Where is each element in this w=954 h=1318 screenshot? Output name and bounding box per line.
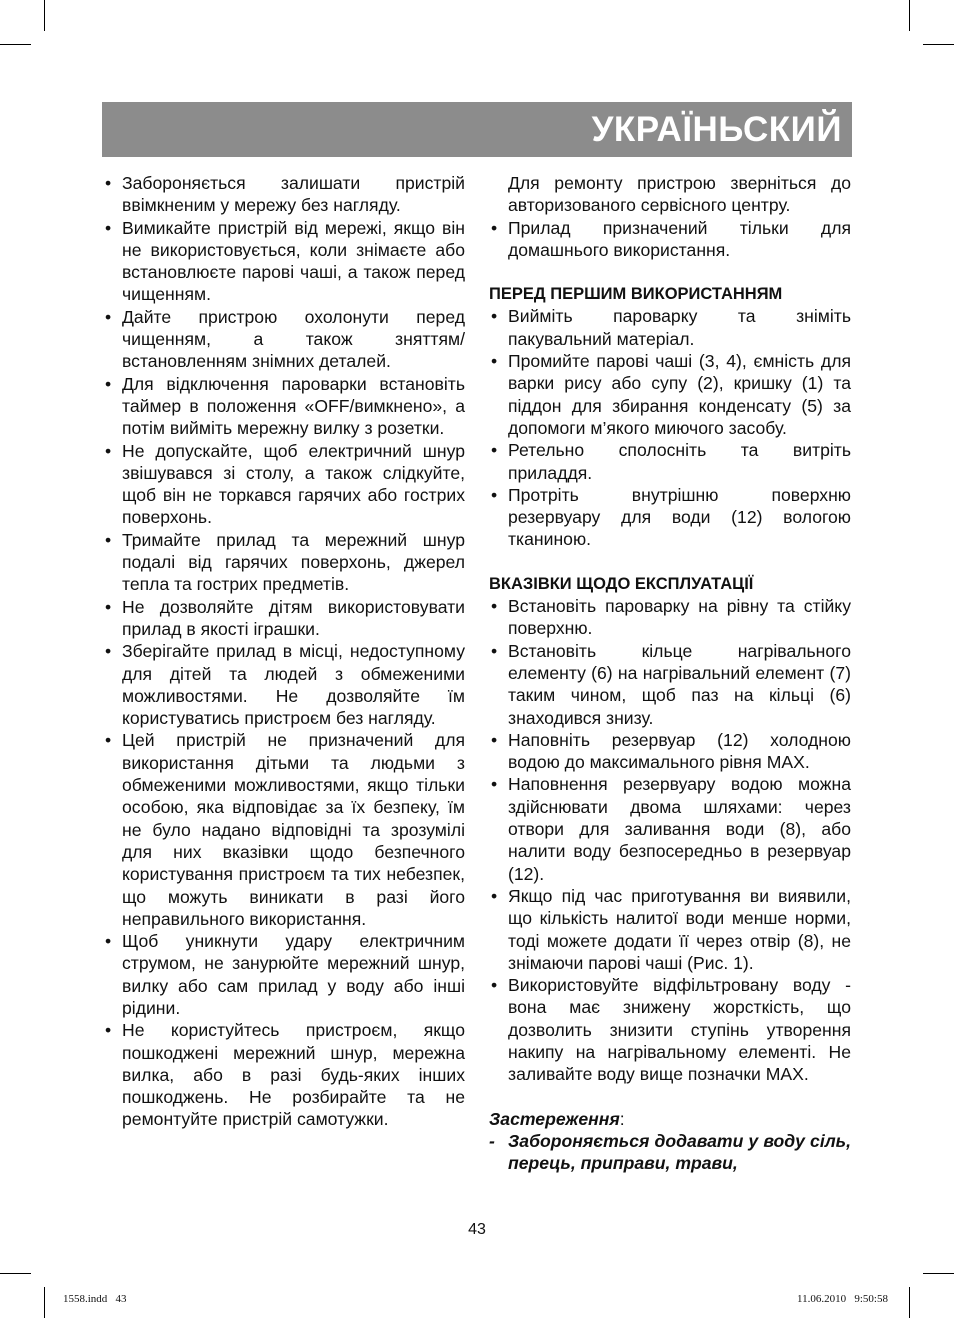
bullet: • — [105, 373, 112, 394]
crop-mark — [44, 0, 45, 31]
list-item-text: Прилад призначений тільки для домашнього використання. — [508, 217, 851, 260]
language-header-title: УКРАЇНЬСКИЙ — [591, 110, 842, 149]
list-item — [103, 172, 465, 217]
caution-colon: : — [619, 1108, 625, 1129]
bullet: • — [491, 729, 498, 750]
bullet: • — [491, 351, 498, 372]
list-item-text: Щоб уникнути удару електричним струмом, не занурюйте мережний шнур, вилку або сам прилад у воду або інші рідини. — [122, 931, 465, 1018]
bullet: • — [105, 1020, 112, 1041]
bullet: • — [491, 306, 498, 327]
list-item — [103, 217, 465, 306]
caution-item-text: Забороняється додавати у воду сіль, перець, приправи, трави, — [508, 1130, 851, 1174]
right-column — [489, 172, 851, 1174]
crop-mark — [0, 1273, 31, 1274]
footer-timestamp: 11.06.2010 9:50:58 — [797, 1293, 888, 1305]
list-item — [489, 885, 851, 974]
crop-mark — [923, 44, 954, 45]
footer-file-info: 1558.indd 43 — [63, 1293, 127, 1305]
list-item-text: Зберігайте прилад в місці, недоступному для дітей та людей з обмеженими можливостями. Не дозволяйте їм користуватись пристроєм без нагляду. — [122, 641, 465, 729]
list-item-text: Встановіть кільце нагрівального елементу (6) на нагрівальний елемент (7) таким чином, щоб паз на кільці (6) знаходився знизу. — [508, 640, 851, 728]
continuation-text: Для ремонту пристрою зверніться до авторизованого сервісного центру. — [508, 173, 851, 216]
list-item — [489, 350, 851, 439]
list-item — [489, 439, 851, 484]
page-number: 43 — [468, 1221, 486, 1238]
section-heading: ВКАЗІВКИ ЩОДО ЕКСПЛУАТАЦІЇ — [489, 574, 754, 593]
dash: - — [489, 1130, 495, 1151]
list-item — [489, 773, 851, 884]
list-item — [489, 729, 851, 774]
list-item-text: Наповнення резервуару водою можна здійснювати двома шляхами: через отвори для заливання води (8), або налити воду безпосередньо в резервуар (12). — [508, 774, 851, 884]
section-heading: ПЕРЕД ПЕРШИМ ВИКОРИСТАННЯМ — [489, 285, 783, 304]
bullet: • — [105, 529, 112, 550]
bullet: • — [105, 730, 112, 751]
list-item — [489, 974, 851, 1085]
language-header-bar — [102, 102, 852, 157]
list-item-text: Ретельно сполосніть та витріть приладдя. — [508, 440, 851, 483]
bullet: • — [105, 596, 112, 617]
list-item — [103, 640, 465, 729]
bullet: • — [491, 975, 498, 996]
list-item — [103, 596, 465, 641]
list-item-text: Вимикайте пристрій від мережі, якщо він не використовується, коли знімаєте або встановлюєте парові чаші, а також перед чищенням. — [122, 217, 465, 305]
crop-mark — [923, 1273, 954, 1274]
bullet: • — [105, 440, 112, 461]
list-item — [489, 305, 851, 350]
list-item-text: Вийміть пароварку та зніміть пакувальний матеріал. — [508, 306, 851, 349]
list-item-text: Не допускайте, щоб електричний шнур звішувався зі столу, а також слідкуйте, щоб він не торкався гарячих або гострих поверхонь. — [122, 440, 465, 528]
bullet: • — [105, 931, 112, 952]
caution-item — [489, 1130, 851, 1175]
bullet: • — [491, 640, 498, 661]
bullet: • — [105, 641, 112, 662]
list-item-text: Для відключення пароварки встановіть таймер в положення «OFF/вимкнено», а потім вийміть мережну вилку з розетки. — [122, 373, 465, 439]
list-item-text: Використовуйте відфільтровану воду - вона має знижену жорсткість, що дозволить знизити ступінь утворення накипу на нагрівальному елементі. Не заливайте воду вище позначки MAX. — [508, 975, 851, 1085]
list-item-text: Тримайте прилад та мережний шнур подалі від гарячих поверхонь, джерел тепла та гострих предметів. — [122, 529, 465, 595]
list-item — [103, 373, 465, 440]
list-item — [489, 484, 851, 551]
list-item-text: Дайте пристрою охолонути перед чищенням, а також зняттям/ встановленням знімних деталей. — [122, 306, 465, 372]
list-item-text: Наповніть резервуар (12) холодною водою до максимального рівня MAX. — [508, 729, 851, 773]
bullet: • — [105, 306, 112, 327]
list-item-text: Забороняється залишати пристрій ввімкненим у мережу без нагляду. — [122, 173, 465, 216]
list-item-text: Не користуйтесь пристроєм, якщо пошкоджені мережний шнур, мережна вилка, або в разі будь-яких інших пошкоджень. Не розбирайте та не ремонтуйте пристрій самотужки. — [122, 1020, 465, 1130]
list-item — [489, 595, 851, 640]
bullet: • — [491, 440, 498, 461]
list-item-text: Протріть внутрішню поверхню резервуару для води (12) вологою тканиною. — [508, 484, 851, 550]
list-item — [489, 217, 851, 262]
bullet: • — [491, 774, 498, 795]
bullet: • — [491, 596, 498, 617]
list-item-text: Не дозволяйте дітям використовувати прилад в якості іграшки. — [122, 596, 465, 639]
list-item — [103, 440, 465, 529]
crop-mark — [909, 1287, 910, 1318]
list-item — [103, 729, 465, 930]
list-item — [489, 640, 851, 729]
bullet: • — [105, 173, 112, 193]
bullet: • — [105, 217, 112, 238]
caution-label — [489, 1108, 851, 1130]
list-item-text: Цей пристрій не призначений для використання дітьми та людьми з обмеженими можливостями, якщо тільки особою, яка відповідає за їх безпеку, їм не було надано відповідні та зрозумілі для них вказівки щодо безпечного користування пристроєм та тих небезпек, що можуть виникати в разі його неправильного використання. — [122, 730, 465, 929]
list-item-text: Якщо під час приготування ви виявили, що кількість налитої води менше норми, тоді можете додати її через отвір (8), не знімаючи парові чаші (Рис. 1). — [508, 885, 851, 973]
bullet: • — [491, 484, 498, 505]
bullet: • — [491, 885, 498, 906]
list-item — [103, 529, 465, 596]
caution-label-text: Застереження — [489, 1108, 620, 1129]
crop-mark — [909, 0, 910, 31]
list-item — [103, 306, 465, 373]
list-item — [103, 1019, 465, 1130]
list-item-text: Встановіть пароварку на рівну та стійку поверхню. — [508, 596, 851, 639]
list-item-text: Промийте парові чаші (3, 4), ємність для варки рису або супу (2), кришку (1) та піддон для збирання конденсату (5) за допомоги м’якого миючого засобу. — [508, 351, 851, 438]
list-item — [103, 930, 465, 1019]
crop-mark — [0, 44, 31, 45]
left-column — [103, 172, 465, 1131]
bullet: • — [491, 217, 498, 238]
crop-mark — [44, 1287, 45, 1318]
